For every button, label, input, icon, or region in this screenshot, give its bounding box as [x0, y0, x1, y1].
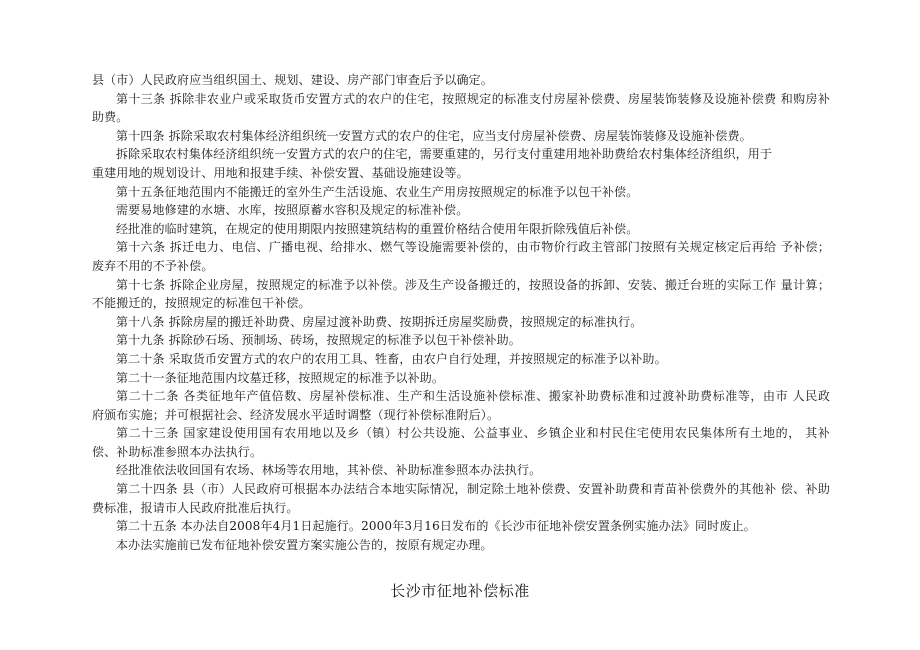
text-line: 第十五条征地范围内不能搬迁的室外生产生活设施、农业生产用房按照规定的标准予以包干补偿。 — [116, 184, 639, 199]
text-line: 第十四条 拆除采取农村集体经济组织统一安置方式的农户的住宅，应当支付房屋补偿费、房屋装饰装修及设施补偿费。 — [116, 128, 752, 143]
text-line: 废弃不用的不予补偿。 — [92, 258, 214, 273]
section-title: 长沙市征地补偿标准 — [390, 582, 530, 600]
text-line: 助费。 — [92, 110, 129, 125]
text-line: 偿、补助标准参照本办法执行。 — [92, 444, 263, 459]
text-line: 第二十一条征地范围内坟墓迁移，按照规定的标准予以补助。 — [116, 370, 445, 385]
text-line: 第十六条 拆迁电力、电信、广播电视、给排水、燃气等设施需要补偿的，由市物价行政主管部门按照有关规定核定后再给 予补偿； — [116, 240, 830, 255]
text-line: 第二十四条 县（市）人民政府可根据本办法结合本地实际情况，制定除土地补偿费、安置补助费和青苗补偿费外的其他补 偿、补助 — [116, 482, 830, 497]
text-line: 第十三条 拆除非农业户或采取货币安置方式的农户的住宅，按照规定的标准支付房屋补偿费、房屋装饰装修及设施补偿费 和购房补 — [116, 91, 830, 106]
text-line: 第十七条 拆除企业房屋，按照规定的标准予以补偿。涉及生产设备搬迁的，按照设备的拆卸、安装、搬迁台班的实际工作 量计算； — [116, 277, 830, 292]
text-line: 本办法实施前已发布征地补偿安置方案实施公告的，按原有规定办理。 — [116, 537, 493, 552]
text-line: 经批准依法收回国有农场、林场等农用地，其补偿、补助标准参照本办法执行。 — [116, 463, 542, 478]
text-line: 第二十三条 国家建设使用国有农用地以及乡（镇）村公共设施、公益事业、乡镇企业和村民住宅使用农民集体所有土地的， 其补 — [116, 426, 830, 441]
text-line: 第二十二条 各类征地年产值倍数、房屋补偿标准、生产和生活设施补偿标准、搬家补助费标准和过渡补助费标准等，由市 人民政 — [116, 389, 830, 404]
text-line: 重建用地的规划设计、用地和报建手续、补偿安置、基础设施建设等。 — [92, 165, 469, 180]
text-line: 拆除采取农村集体经济组织统一安置方式的农户的住宅，需要重建的，另行支付重建用地补助费给农村集体经济组织，用于 — [116, 147, 773, 162]
text-line: 县（市）人民政府应当组织国土、规划、建设、房产部门审查后予以确定。 — [92, 73, 493, 87]
text-line: 府颁布实施；并可根据社会、经济发展水平适时调整（现行补偿标准附后）。 — [92, 407, 500, 422]
text-line: 需要易地修建的水塘、水库，按照原蓄水容积及规定的标准补偿。 — [116, 203, 469, 218]
text-line: 不能搬迁的，按照规定的标准包干补偿。 — [92, 296, 311, 311]
text-line: 第二十条 采取货币安置方式的农户的农用工具、牲畜，由农户自行处理，并按照规定的标准予以补助。 — [116, 351, 667, 366]
text-line: 第二十五条 本办法自2008年4月1日起施行。2000年3月16日发布的《长沙市征地补偿安置条例实施办法》同时废止。 — [116, 519, 756, 534]
text-line: 经批准的临时建筑，在规定的使用期限内按照建筑结构的重置价格结合使用年限折除残值后补偿。 — [116, 221, 639, 236]
text-line: 第十八条 拆除房屋的搬迁补助费、房屋过渡补助费、按期拆迁房屋奖励费，按照规定的标准执行。 — [116, 314, 643, 329]
text-line: 第十九条 拆除砂石场、预制场、砖场，按照规定的标准予以包干补偿补助。 — [116, 333, 521, 348]
text-line: 费标准，报请市人民政府批准后执行。 — [92, 500, 299, 515]
document-body — [92, 71, 830, 554]
